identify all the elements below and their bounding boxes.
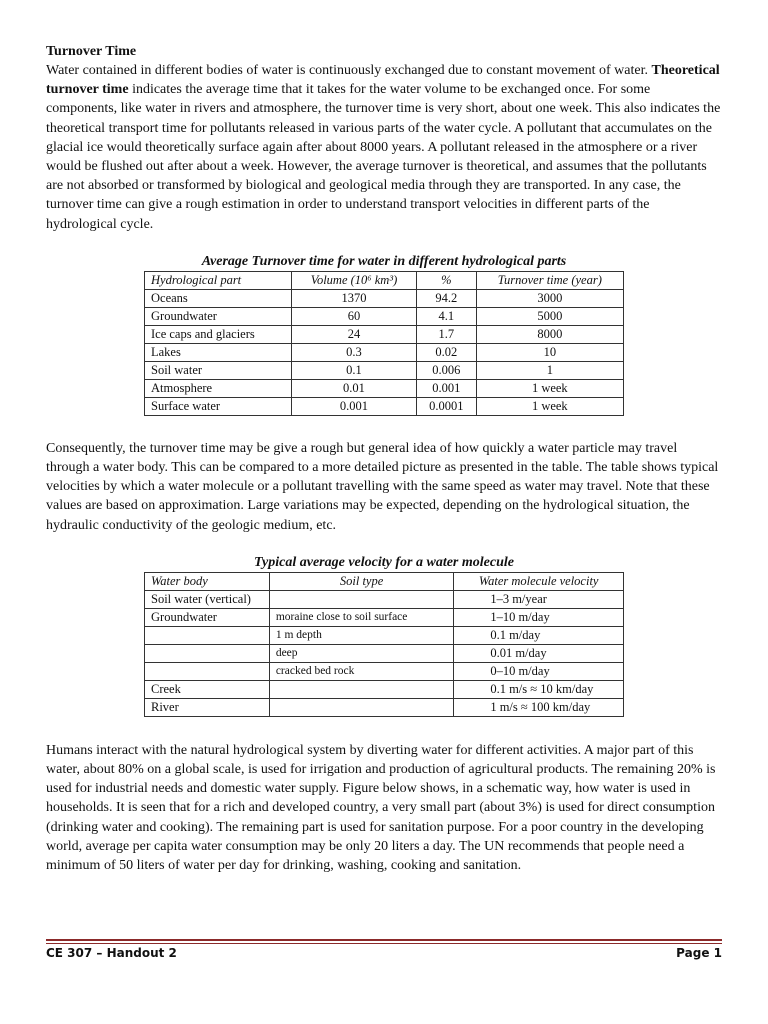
- column-header: %: [417, 271, 477, 289]
- table-cell: [145, 662, 270, 680]
- table-cell: 0.001: [417, 379, 477, 397]
- table-cell: 0.0001: [417, 397, 477, 415]
- table-cell: 1.7: [417, 325, 477, 343]
- table-cell: 1 week: [476, 397, 623, 415]
- table-row: [145, 626, 624, 644]
- table-cell: 3000: [476, 289, 623, 307]
- table-cell: Groundwater: [145, 307, 292, 325]
- table-row: [145, 325, 624, 343]
- table-cell: 1 week: [476, 379, 623, 397]
- table-cell: 0.01: [291, 379, 416, 397]
- table-cell: Surface water: [145, 397, 292, 415]
- velocity-intro-paragraph: Consequently, the turnover time may be give a rough but general idea of how quickly a water particle may travel through a water body. This can be compared to a more detailed picture as presented in the table. The table shows typical velocities by which a water molecule or a pollutant travelling with the same speed as water may travel. Note that these values are based on approximation. Large variations may be expected, depending on the hydrological situation, the hydraulic conductivity of the geologic medium, etc.: [46, 440, 719, 533]
- table-row: [145, 662, 624, 680]
- table-cell: 5000: [476, 307, 623, 325]
- table-cell: 0.01 m/day: [454, 644, 624, 662]
- column-header: Soil type: [269, 572, 454, 590]
- section-heading: Turnover Time: [46, 44, 137, 59]
- footer-rule: [46, 939, 722, 941]
- table-cell: 8000: [476, 325, 623, 343]
- table-cell: [145, 644, 270, 662]
- table-row: [145, 289, 624, 307]
- document-page: [46, 42, 722, 875]
- table1-caption: Average Turnover time for water in different hydrological parts: [201, 253, 567, 269]
- table-cell: [269, 698, 454, 716]
- table-row: [145, 397, 624, 415]
- table-header-row: [145, 572, 624, 590]
- table-cell: cracked bed rock: [269, 662, 454, 680]
- table-cell: 0.006: [417, 361, 477, 379]
- turnover-paragraph-start: Water contained in different bodies of water is continuously exchanged due to constant movement of water.: [46, 63, 652, 78]
- turnover-table: [144, 271, 624, 416]
- table-cell: 1–10 m/day: [454, 608, 624, 626]
- turnover-term: Theoretical turnover time: [46, 63, 720, 98]
- table-cell: River: [145, 698, 270, 716]
- table-cell: 0.3: [291, 343, 416, 361]
- table-cell: 0–10 m/day: [454, 662, 624, 680]
- velocity-table: [144, 572, 624, 717]
- turnover-paragraph-rest: indicates the average time that it takes for the water volume to be exchanged once. For some components, like water in rivers and atmosphere, the turnover time is very short, about one week. This also indicates the theoretical transport time for pollutants released in various parts of the water cycle. A pollutant that accumulates on the glacial ice would theoretically surface again after about 8000 years. A pollutant released in the atmosphere or a river would be flushed out after about a week. However, the average turnover is theoretical, and assumes that the pollutants are not absorbed or transformed by biological and geological media through they are transported. In any case, the turnover time can give a rough estimation in order to understand transport velocities in different parts of the hydrological cycle.: [46, 82, 721, 232]
- table-row: [145, 361, 624, 379]
- table-cell: 1–3 m/year: [454, 590, 624, 608]
- table-row: [145, 379, 624, 397]
- table-cell: Oceans: [145, 289, 292, 307]
- table-header-row: [145, 271, 624, 289]
- table-cell: 0.001: [291, 397, 416, 415]
- footer-rule-thin: [46, 943, 722, 944]
- table-cell: 0.1 m/s ≈ 10 km/day: [454, 680, 624, 698]
- table-cell: [269, 590, 454, 608]
- column-header: Volume (10⁶ km³): [291, 271, 416, 289]
- table-cell: 1 m depth: [269, 626, 454, 644]
- table-cell: [269, 680, 454, 698]
- table-cell: 1: [476, 361, 623, 379]
- table-cell: 94.2: [417, 289, 477, 307]
- table-cell: Lakes: [145, 343, 292, 361]
- turnover-paragraph: [46, 61, 722, 234]
- table-cell: 60: [291, 307, 416, 325]
- table-cell: 0.1 m/day: [454, 626, 624, 644]
- table-cell: 24: [291, 325, 416, 343]
- table-cell: moraine close to soil surface: [269, 608, 454, 626]
- table-cell: [145, 626, 270, 644]
- table-cell: 0.1: [291, 361, 416, 379]
- table-cell: 10: [476, 343, 623, 361]
- table-cell: Groundwater: [145, 608, 270, 626]
- column-header: Water body: [145, 572, 270, 590]
- page-footer: [46, 946, 722, 960]
- table-cell: deep: [269, 644, 454, 662]
- table-cell: Soil water: [145, 361, 292, 379]
- table-row: [145, 608, 624, 626]
- water-use-paragraph: Humans interact with the natural hydrological system by diverting water for different activities. A major part of this water, about 80% on a global scale, is used for irrigation and production of agricultural products. The remaining 20% is used for industrial needs and domestic water supply. Figure below shows, in a schematic way, how water is used in households. It is seen that for a rich and developed country, a very small part (about 3%) is used for direct consumption (drinking water and cooking). The remaining part is used for sanitation purpose. For a poor country in the developing world, average per capita water consumption may be only 20 liters a day. The UN recommends that people need a minimum of 50 liters of water per day for drinking, washing, cooking and sanitation.: [46, 742, 716, 874]
- table-cell: 1 m/s ≈ 100 km/day: [454, 698, 624, 716]
- table-row: [145, 698, 624, 716]
- table-row: [145, 343, 624, 361]
- table-row: [145, 680, 624, 698]
- table-cell: 4.1: [417, 307, 477, 325]
- table-cell: 0.02: [417, 343, 477, 361]
- column-header: Water molecule velocity: [454, 572, 624, 590]
- footer-page-number: Page 1: [676, 946, 722, 960]
- table-cell: Soil water (vertical): [145, 590, 270, 608]
- table-row: [145, 590, 624, 608]
- table-cell: Creek: [145, 680, 270, 698]
- footer-course-label: CE 307 – Handout 2: [46, 946, 177, 960]
- table-cell: 1370: [291, 289, 416, 307]
- table-row: [145, 644, 624, 662]
- table-cell: Ice caps and glaciers: [145, 325, 292, 343]
- table-row: [145, 307, 624, 325]
- column-header: Turnover time (year): [476, 271, 623, 289]
- table2-caption: Typical average velocity for a water molecule: [254, 554, 514, 570]
- column-header: Hydrological part: [145, 271, 292, 289]
- table-cell: Atmosphere: [145, 379, 292, 397]
